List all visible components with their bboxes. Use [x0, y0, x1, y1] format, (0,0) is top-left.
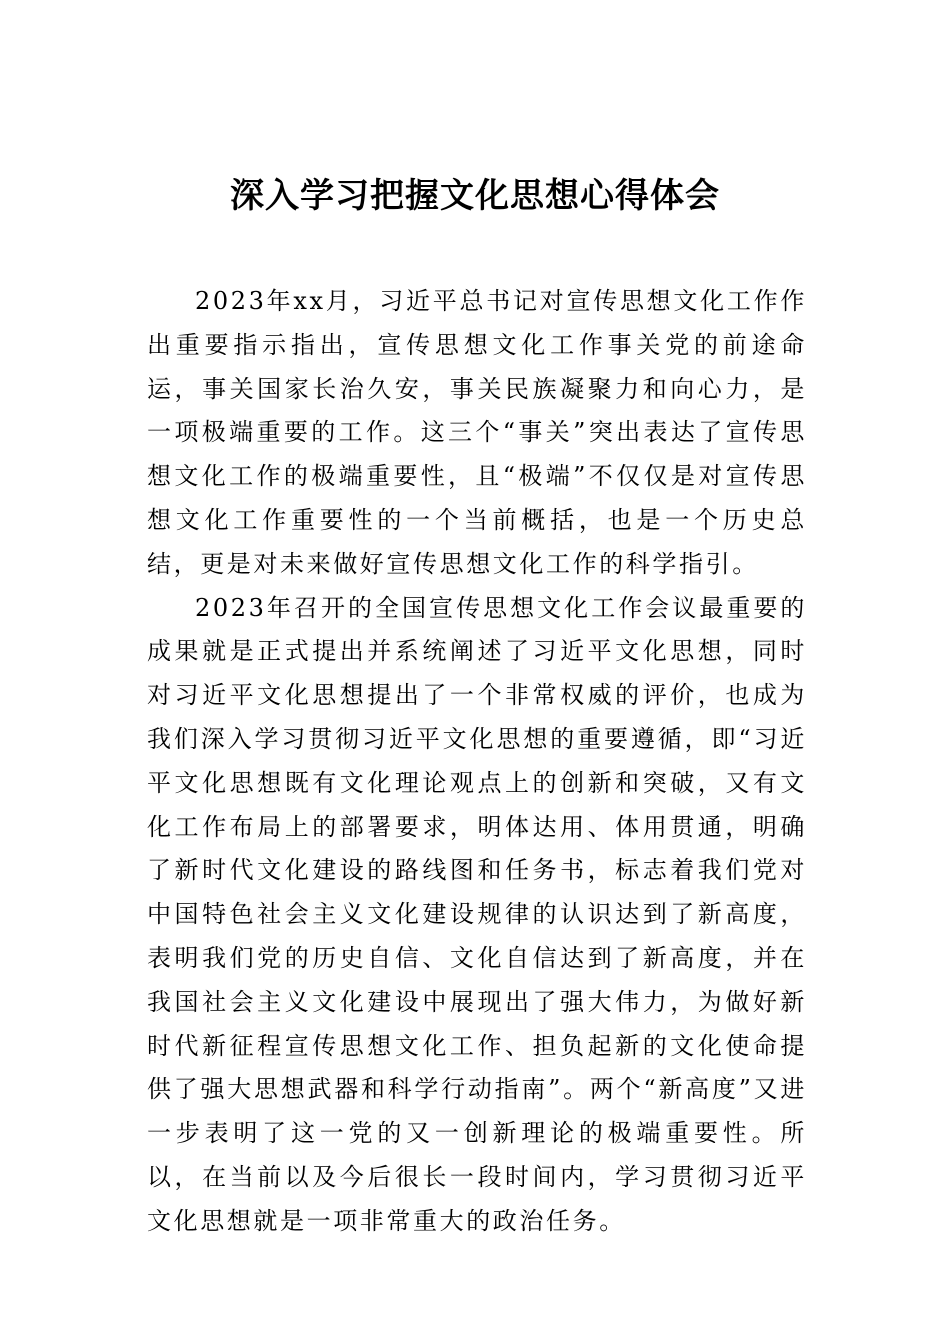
document-title: 深入学习把握文化思想心得体会 [230, 176, 720, 216]
paragraph-1: 2023年xx月，习近平总书记对宣传思想文化工作作出重要指示指出，宣传思想文化工作事关党的前途命运，事关国家长治久安，事关民族凝聚力和向心力，是一项极端重要的工作。这三个“事关”突出表达了宣传思想文化工作的极端重要性，且“极端”不仅仅是对宣传思想文化工作重要性的一个当前概括，也是一个历史总结，更是对未来做好宣传思想文化工作的科学指引。 [147, 287, 807, 578]
paragraph-2: 2023年召开的全国宣传思想文化工作会议最重要的成果就是正式提出并系统阐述了习近平文化思想，同时对习近平文化思想提出了一个非常权威的评价，也成为我们深入学习贯彻习近平文化思想的重要遵循，即“习近平文化思想既有文化理论观点上的创新和突破，又有文化工作布局上的部署要求，明体达用、体用贯通，明确了新时代文化建设的路线图和任务书，标志着我们党对中国特色社会主义文化建设规律的认识达到了新高度，表明我们党的历史自信、文化自信达到了新高度，并在我国社会主义文化建设中展现出了强大伟力，为做好新时代新征程宣传思想文化工作、担负起新的文化使命提供了强大思想武器和科学行动指南”。两个“新高度”又进一步表明了这一党的又一创新理论的极端重要性。所以，在当前以及今后很长一段时间内，学习贯彻习近平文化思想就是一项非常重大的政治任务。 [147, 593, 807, 1235]
document-body [147, 280, 807, 1244]
